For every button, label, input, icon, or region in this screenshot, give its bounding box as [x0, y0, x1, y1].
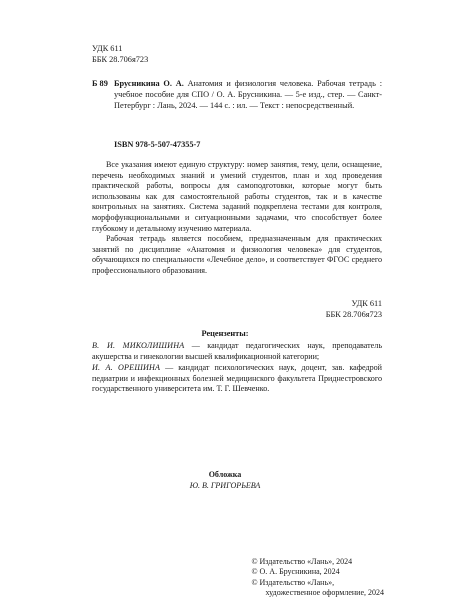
- udc-code: УДК 611: [92, 44, 123, 53]
- reviewer-1: [92, 341, 382, 362]
- udc-code-right: УДК 611: [351, 299, 382, 308]
- annotation-paragraph-1: Все указания имеют единую структуру: номер занятия, тему, цели, оснащение, перечень необходимых знаний и умений студентов, план и ход проведения практической работы, вопросы для самоподготовки, которые могут быть использованы как для самостоятельной работы студентов, так и в качестве контрольных на занятиях. Система заданий подкреплена тестами для контроля, морфофункциональными и ситуационными задачами, что способствует более глубокому и детальному изучению материала.: [92, 160, 382, 233]
- cover-designer: Ю. В. ГРИГОРЬЕВА: [189, 480, 261, 490]
- reviewers-title: Рецензенты:: [201, 329, 249, 338]
- udc-header: [92, 43, 148, 65]
- reviewer-1-name: В. И. МИКОЛИШИНА: [92, 341, 185, 350]
- bbk-code-right: ББК 28.706я723: [325, 310, 382, 319]
- copyright-line-2: © О. А. Брусникина, 2024: [251, 567, 340, 577]
- catalog-author: Брусникина О. А.: [114, 79, 184, 88]
- copyright-block: [251, 557, 384, 598]
- bbk-code: ББК 28.706я723: [92, 55, 149, 64]
- annotation: [92, 160, 382, 277]
- udc-footer: [326, 298, 382, 320]
- reviewer-2-name: И. А. ОРЕШИНА: [92, 363, 161, 373]
- cover-credit: [0, 470, 450, 491]
- reviewer-2-text: — кандидат психологических наук, доцент, зав. кафедрой педиатрии и инфекционных болезней медицинского факультета Приднестровского государственного университета им. Т. Г. Шевченко.: [92, 363, 382, 394]
- isbn: ISBN 978-5-507-47355-7: [114, 140, 201, 149]
- catalog-text: Анатомия и физиология человека. Рабочая тетрадь : учебное пособие для СПО / О. А. Брусникина. — 5-е изд., стер. — Санкт-Петербург : Лань, 2024. — 144 с. : ил. — Текст : непосредственный.: [114, 79, 382, 111]
- author-sign: Б 89: [92, 79, 108, 88]
- copyright-line-1: © Издательство «Лань», 2024: [251, 557, 353, 566]
- annotation-paragraph-2: Рабочая тетрадь является пособием, предназначенным для практических занятий по дисциплине «Анатомия и физиология человека» для студентов, обучающихся по специальности «Лечебное дело», и соответствует ФГОС среднего профессионального образования.: [92, 234, 382, 275]
- catalog-description: [114, 78, 382, 112]
- reviewer-1-text: — кандидат педагогических наук, преподаватель акушерства и гинекологии высшей квалификационной категории;: [92, 341, 383, 361]
- reviewers-list: [92, 341, 382, 396]
- catalog-entry: [92, 78, 382, 112]
- reviewer-2: [92, 363, 382, 395]
- copyright-line-3: © Издательство «Лань»,: [251, 577, 335, 587]
- copyright-line-4: художественное оформление, 2024: [265, 587, 384, 597]
- cover-label: Обложка: [208, 470, 242, 479]
